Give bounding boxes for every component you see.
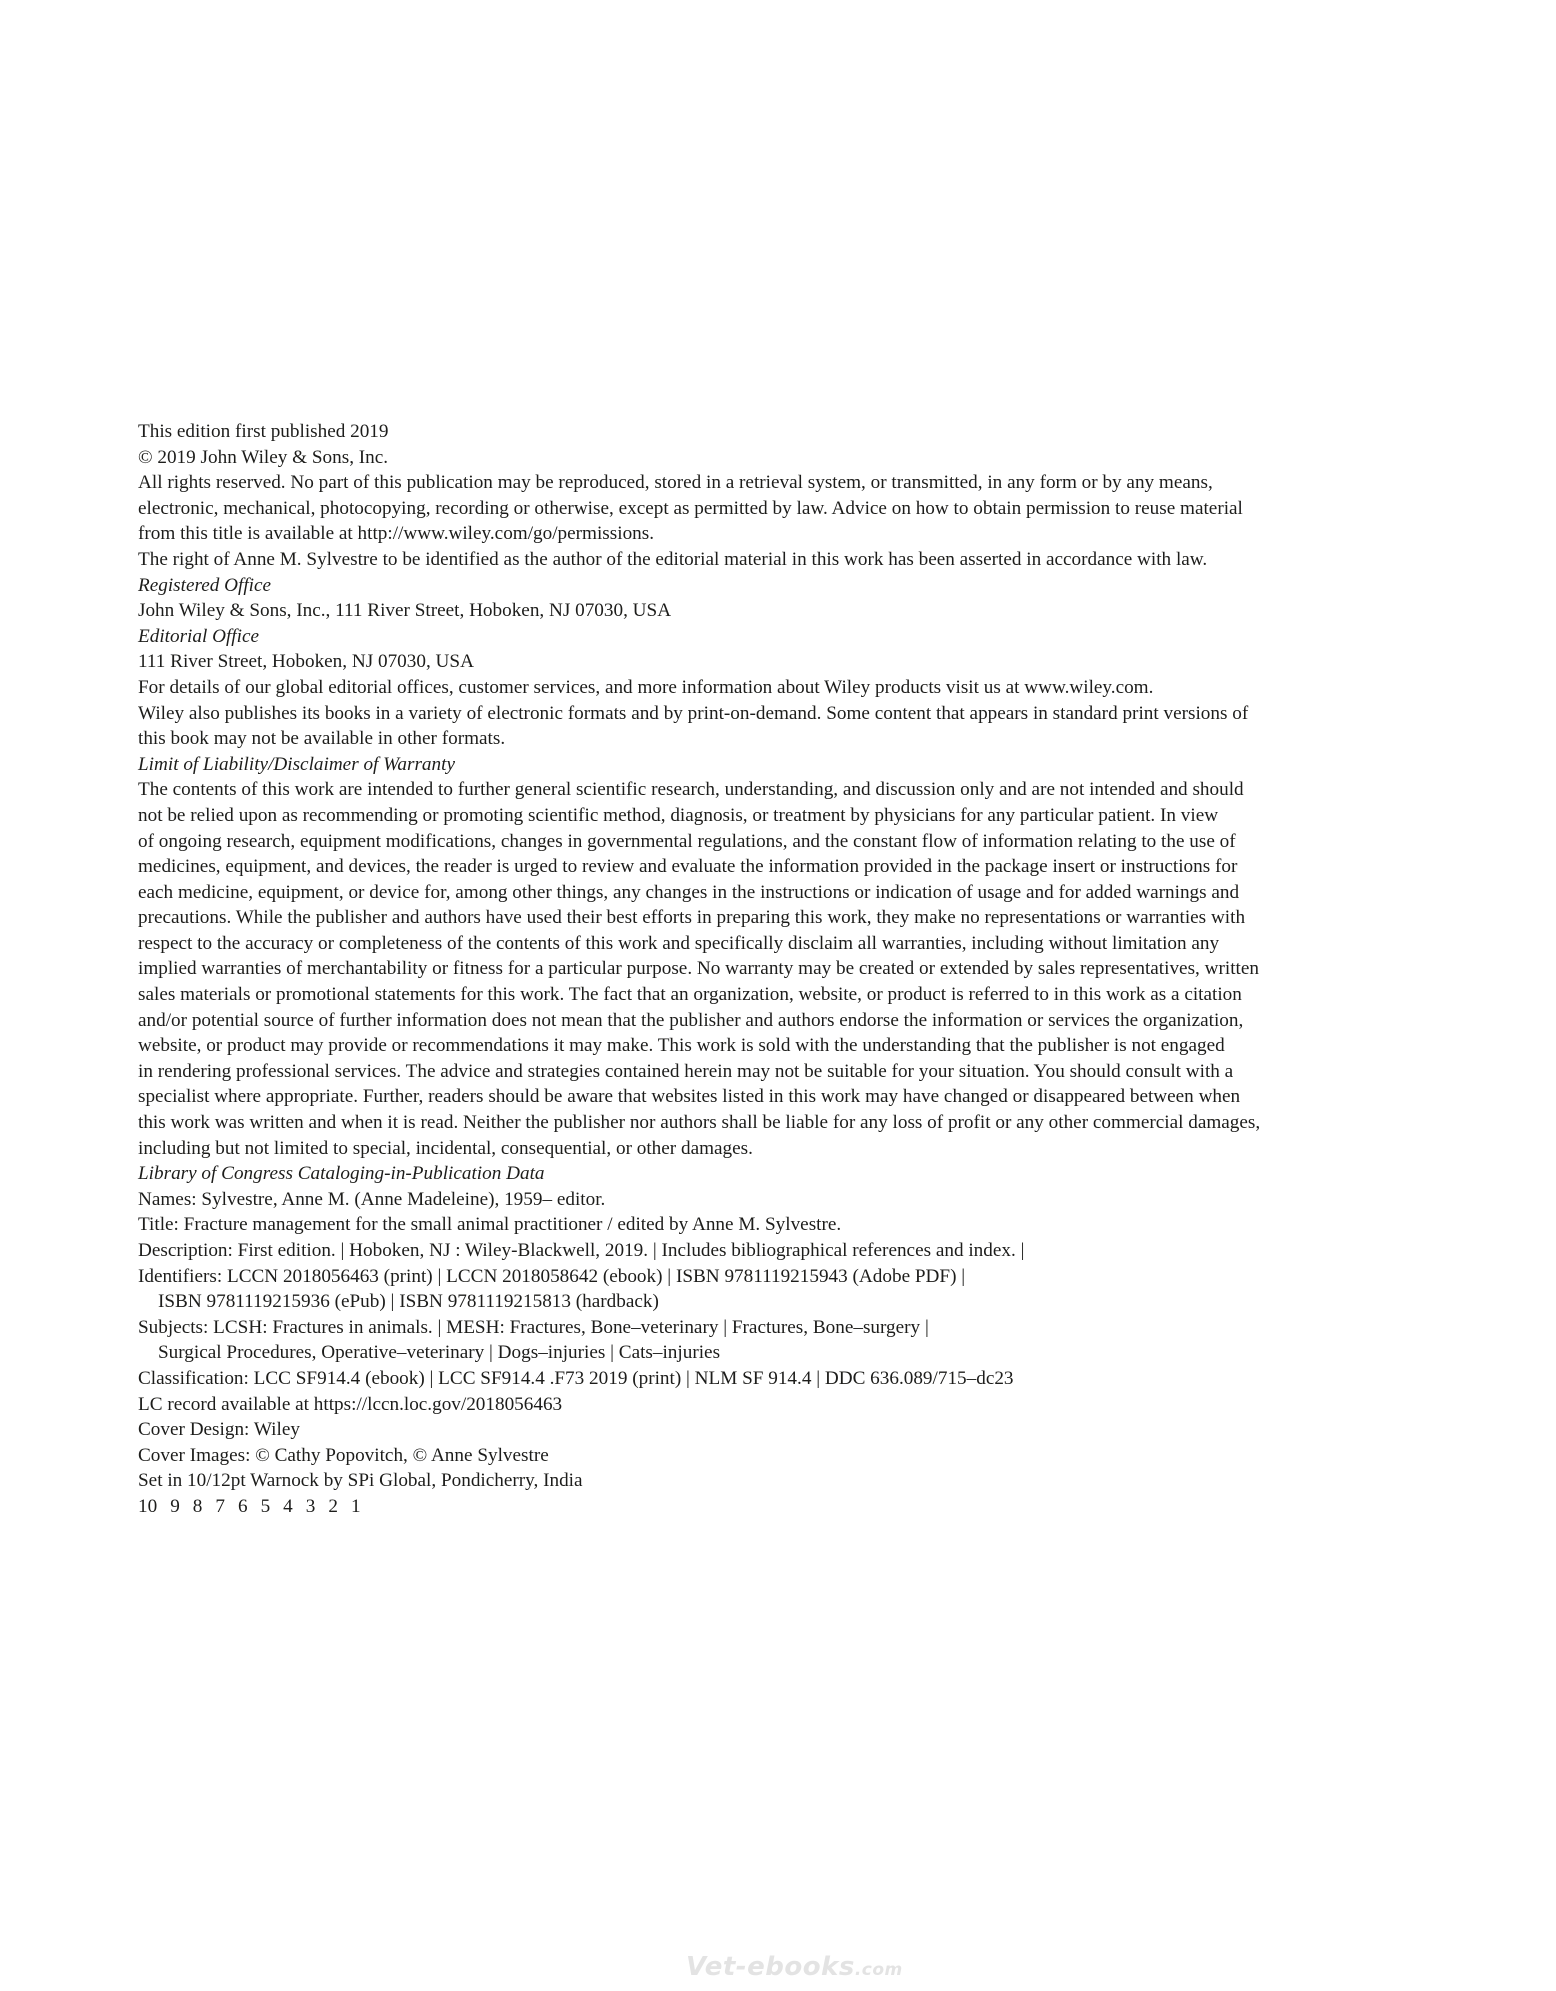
print-number: 4 — [283, 1495, 293, 1517]
details-line: For details of our global editorial offices, customer services, and more information about Wiley products visit us at www.wiley.com. — [138, 676, 1154, 698]
print-number: 10 — [138, 1495, 158, 1517]
print-number: 6 — [237, 1495, 248, 1517]
details-paragraph — [138, 675, 1438, 701]
print-number: 3 — [305, 1495, 316, 1517]
cip-heading: Library of Congress Cataloging-in-Publication Data — [138, 1163, 545, 1185]
edition-block — [138, 419, 1438, 470]
typeset-line: Set in 10/12pt Warnock by SPi Global, Pondicherry, India — [138, 1470, 583, 1492]
disclaimer-heading: Limit of Liability/Disclaimer of Warranty — [138, 753, 455, 775]
print-number: 1 — [350, 1495, 361, 1517]
formats-paragraph — [138, 701, 1438, 752]
print-number: 5 — [260, 1495, 271, 1517]
print-number: 9 — [170, 1495, 180, 1517]
rights-line: All rights reserved. No part of this publication may be reproduced, stored in a retrieval system, or transmitted, in any form or by any means, — [138, 472, 1213, 494]
disclaimer-line: and/or potential source of further information does not mean that the publisher and authors endorse the information or services the organization, — [138, 1009, 1244, 1031]
disclaimer-line: not be relied upon as recommending or promoting scientific method, diagnosis, or treatment by physicians for any particular patient. In view — [138, 804, 1219, 826]
rights-line: electronic, mechanical, photocopying, recording or otherwise, except as permitted by law. Advice on how to obtain permission to reuse material — [138, 497, 1243, 519]
print-number: 7 — [215, 1495, 225, 1517]
edition-line: This edition first published 2019 — [138, 421, 389, 442]
disclaimer-line: website, or product may provide or recommendations it may make. This work is sold with the understanding that the publisher is not engaged — [138, 1035, 1225, 1057]
disclaimer-block — [138, 752, 1438, 1162]
print-number: 2 — [328, 1495, 338, 1517]
disclaimer-line: sales materials or promotional statements for this work. The fact that an organization, website, or product is referred to in this work as a citation — [138, 984, 1242, 1006]
watermark-suffix: .com — [854, 1960, 903, 1980]
cip-line: Identifiers: LCCN 2018056463 (print) | LCCN 2018058642 (ebook) | ISBN 9781119215943 (Adobe PDF) | — [138, 1265, 966, 1287]
cip-line: Names: Sylvestre, Anne M. (Anne Madeleine), 1959– editor. — [138, 1188, 606, 1210]
disclaimer-line: respect to the accuracy or completeness of the contents of this work and specifically disclaim all warranties, including without limitation any — [138, 932, 1220, 954]
cip-line: Title: Fracture management for the small animal practitioner / edited by Anne M. Sylvestre. — [138, 1214, 842, 1236]
cip-line: Surgical Procedures, Operative–veterinary | Dogs–injuries | Cats–injuries — [158, 1342, 721, 1364]
cip-line: Description: First edition. | Hoboken, NJ : Wiley-Blackwell, 2019. | Includes bibliographical references and index. | — [138, 1240, 1025, 1261]
disclaimer-line: this work was written and when it is read. Neither the publisher nor authors shall be liable for any loss of profit or any other commercial damages, — [138, 1112, 1261, 1134]
cip-line: Subjects: LCSH: Fractures in animals. | MESH: Fractures, Bone–veterinary | Fractures, Bone–surgery | — [138, 1316, 929, 1338]
registered-office-block — [138, 573, 1438, 624]
registered-office-heading: Registered Office — [138, 574, 272, 596]
watermark-text: Vet-ebooks — [686, 1952, 855, 1982]
cover-images-line: Cover Images: © Cathy Popovitch, © Anne Sylvestre — [138, 1444, 549, 1466]
cover-design-line: Cover Design: Wiley — [138, 1419, 300, 1441]
cip-block — [138, 1187, 1438, 1417]
disclaimer-line: implied warranties of merchantability or fitness for a particular purpose. No warranty may be created or extended by sales representatives, written — [138, 958, 1259, 980]
cip-line: Classification: LCC SF914.4 (ebook) | LCC SF914.4 .F73 2019 (print) | NLM SF 914.4 | DDC 636.089/715–dc23 — [138, 1367, 1014, 1389]
author-right-line: The right of Anne M. Sylvestre to be identified as the author of the editorial material in this work has been asserted in accordance with law. — [138, 548, 1208, 570]
disclaimer-line: precautions. While the publisher and authors have used their best efforts in preparing this work, they make no representations or warranties with — [138, 907, 1246, 929]
cip-line: LC record available at https://lccn.loc.gov/2018056463 — [138, 1393, 563, 1415]
disclaimer-line: of ongoing research, equipment modifications, changes in governmental regulations, and the constant flow of information relating to the use of — [138, 830, 1236, 852]
print-number: 8 — [192, 1495, 203, 1517]
cip-line: ISBN 9781119215936 (ePub) | ISBN 9781119215813 (hardback) — [158, 1291, 659, 1313]
print-number-line — [138, 1494, 1438, 1520]
disclaimer-line: specialist where appropriate. Further, readers should be aware that websites listed in this work may have changed or disappeared between when — [138, 1086, 1241, 1108]
rights-line: from this title is available at http://www.wiley.com/go/permissions. — [138, 523, 655, 545]
disclaimer-line: in rendering professional services. The advice and strategies contained herein may not be suitable for your situation. You should consult with a — [138, 1060, 1234, 1082]
formats-line: this book may not be available in other formats. — [138, 728, 506, 750]
disclaimer-line: including but not limited to special, incidental, consequential, or other damages. — [138, 1137, 753, 1159]
disclaimer-line: The contents of this work are intended to further general scientific research, understanding, and discussion only and are not intended and should — [138, 779, 1244, 801]
disclaimer-line: medicines, equipment, and devices, the reader is urged to review and evaluate the information provided in the package insert or instructions for — [138, 856, 1238, 878]
editorial-office-address: 111 River Street, Hoboken, NJ 07030, USA — [138, 651, 474, 673]
author-right-paragraph — [138, 547, 1438, 573]
registered-office-address: John Wiley & Sons, Inc., 111 River Street, Hoboken, NJ 07030, USA — [138, 600, 672, 622]
cover-block — [138, 1417, 1438, 1468]
formats-line: Wiley also publishes its books in a variety of electronic formats and by print-on-demand. Some content that appears in standard print versions of — [138, 702, 1249, 724]
editorial-office-heading: Editorial Office — [138, 625, 259, 647]
copyright-line: © 2019 John Wiley & Sons, Inc. — [138, 446, 389, 468]
watermark-logo — [686, 1952, 903, 1982]
rights-paragraph — [138, 470, 1438, 547]
editorial-office-block — [138, 624, 1438, 675]
copyright-page — [138, 419, 1438, 1520]
disclaimer-line: each medicine, equipment, or device for, among other things, any changes in the instructions or indication of usage and for added warnings and — [138, 881, 1240, 903]
